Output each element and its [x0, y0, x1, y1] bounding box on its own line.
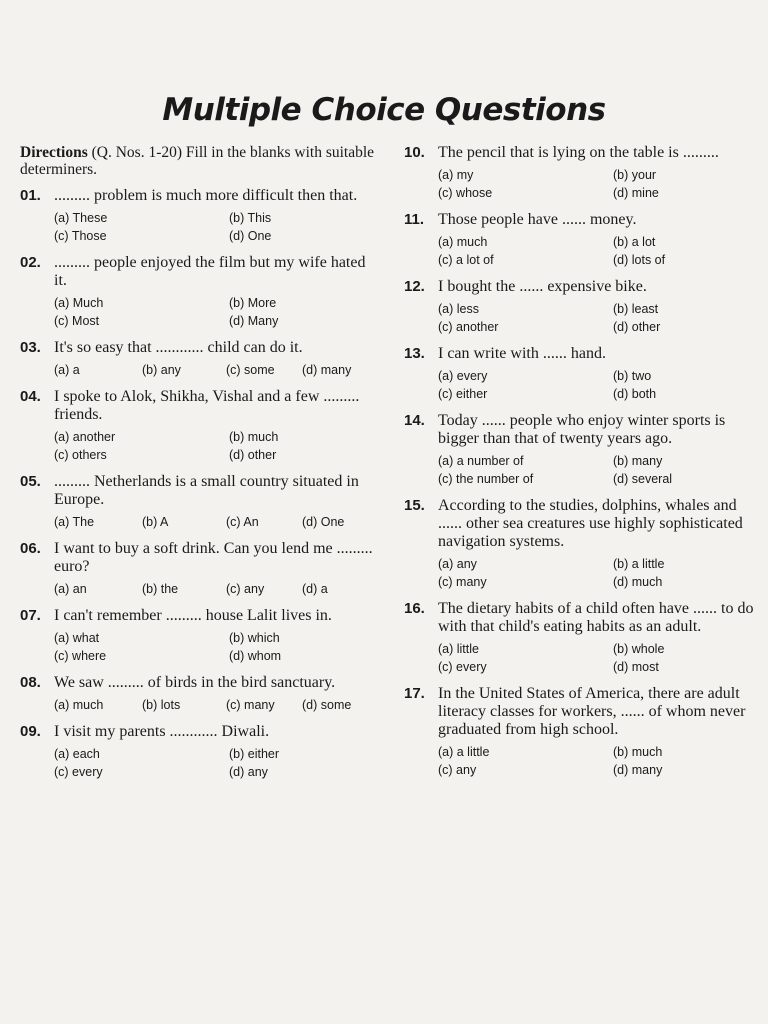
option-a: (a) every: [438, 369, 488, 383]
options: [54, 696, 380, 714]
option-a: (a) little: [438, 642, 479, 656]
question-number: 16.: [404, 600, 425, 617]
option-a: (a) These: [54, 211, 108, 225]
option-c: (c) An: [226, 515, 259, 529]
option-a: (a) my: [438, 168, 474, 182]
option-d: (d) both: [613, 387, 657, 401]
option-d: (d) any: [229, 765, 268, 779]
question-number: 08.: [20, 674, 41, 691]
option-a: (a) each: [54, 747, 100, 761]
question-number: 01.: [20, 187, 41, 204]
option-a: (a) a: [54, 363, 80, 377]
question-text: I spoke to Alok, Shikha, Vishal and a few ......... friends.: [54, 388, 360, 423]
left-column: [20, 144, 380, 790]
option-a: (a) much: [54, 698, 104, 712]
question-number: 12.: [404, 278, 425, 295]
question-06: [20, 540, 380, 598]
options: [438, 166, 762, 202]
option-c: (c) the number of: [438, 472, 534, 486]
option-b: (b) much: [229, 430, 279, 444]
question-03: [20, 339, 380, 379]
option-c: (c) many: [438, 575, 487, 589]
option-d: (d) most: [613, 660, 659, 674]
option-b: (b) your: [613, 168, 657, 182]
option-b: (b) More: [229, 296, 277, 310]
option-c: (c) any: [438, 763, 477, 777]
option-c: (c) Those: [54, 229, 107, 243]
page-title: Multiple Choice Questions: [162, 92, 606, 128]
option-d: (d) mine: [613, 186, 659, 200]
option-b: (b) much: [613, 745, 663, 759]
question-number: 04.: [20, 388, 41, 405]
question-09: [20, 723, 380, 781]
option-d: (d) lots of: [613, 253, 666, 267]
options: [438, 367, 762, 403]
question-text: The pencil that is lying on the table is .........: [438, 144, 719, 161]
question-number: 03.: [20, 339, 41, 356]
option-b: (b) the: [142, 582, 179, 596]
question-number: 05.: [20, 473, 41, 490]
option-b: (b) a little: [613, 557, 665, 571]
options: [54, 580, 380, 598]
option-d: (d) a: [302, 582, 328, 596]
option-a: (a) much: [438, 235, 488, 249]
option-b: (b) which: [229, 631, 280, 645]
option-c: (c) where: [54, 649, 107, 663]
question-10: [404, 144, 762, 202]
option-c: (c) either: [438, 387, 488, 401]
directions-label: Directions: [20, 144, 88, 161]
question-text: I want to buy a soft drink. Can you lend me ......... euro?: [54, 540, 373, 575]
question-text: ......... Netherlands is a small country situated in Europe.: [54, 473, 359, 508]
option-c: (c) some: [226, 363, 275, 377]
question-13: [404, 345, 762, 403]
option-a: (a) what: [54, 631, 100, 645]
option-b: (b) A: [142, 515, 169, 529]
options: [438, 640, 762, 676]
question-text: The dietary habits of a child often have ...... to do with that child's eating habits as an adult.: [438, 600, 754, 635]
option-d: (d) other: [613, 320, 661, 334]
question-text: According to the studies, dolphins, whales and ...... other sea creatures use highly sophisticated navigation systems.: [438, 497, 743, 550]
question-08: [20, 674, 380, 714]
right-column: [404, 144, 762, 788]
options: [54, 361, 380, 379]
option-d: (d) many: [613, 763, 663, 777]
options: [54, 513, 380, 531]
question-number: 10.: [404, 144, 425, 161]
option-b: (b) This: [229, 211, 272, 225]
question-text: We saw ......... of birds in the bird sanctuary.: [54, 674, 336, 691]
question-text: I can write with ...... hand.: [438, 345, 606, 362]
question-text: I visit my parents ............ Diwali.: [54, 723, 270, 740]
options: [438, 743, 762, 779]
option-c: (c) many: [226, 698, 275, 712]
option-b: (b) two: [613, 369, 652, 383]
option-a: (a) another: [54, 430, 116, 444]
option-b: (b) either: [229, 747, 280, 761]
option-c: (c) another: [438, 320, 499, 334]
question-number: 07.: [20, 607, 41, 624]
option-c: (c) every: [438, 660, 487, 674]
option-b: (b) any: [142, 363, 181, 377]
option-c: (c) every: [54, 765, 103, 779]
question-text: Today ...... people who enjoy winter sports is bigger than that of twenty years ago.: [438, 412, 726, 447]
option-b: (b) many: [613, 454, 663, 468]
question-01: [20, 187, 380, 245]
option-a: (a) Much: [54, 296, 104, 310]
question-02: [20, 254, 380, 330]
option-a: (a) The: [54, 515, 95, 529]
question-16: [404, 600, 762, 676]
option-c: (c) whose: [438, 186, 493, 200]
options: [54, 428, 380, 464]
question-number: 14.: [404, 412, 425, 429]
question-17: [404, 685, 762, 779]
option-c: (c) any: [226, 582, 265, 596]
option-d: (d) whom: [229, 649, 282, 663]
question-15: [404, 497, 762, 591]
question-text: I can't remember ......... house Lalit lives in.: [54, 607, 332, 624]
option-d: (d) other: [229, 448, 277, 462]
options: [54, 209, 380, 245]
question-11: [404, 211, 762, 269]
option-b: (b) whole: [613, 642, 665, 656]
option-a: (a) an: [54, 582, 87, 596]
question-text: Those people have ...... money.: [438, 211, 637, 228]
question-text: ......... people enjoyed the film but my wife hated it.: [54, 254, 366, 289]
question-text: It's so easy that ............ child can do it.: [54, 339, 303, 356]
question-number: 15.: [404, 497, 425, 514]
question-number: 06.: [20, 540, 41, 557]
question-14: [404, 412, 762, 488]
option-d: (d) Many: [229, 314, 279, 328]
question-text: In the United States of America, there are adult literacy classes for workers, ...... of whom never graduated from high school.: [438, 685, 746, 738]
question-text: I bought the ...... expensive bike.: [438, 278, 647, 295]
option-c: (c) Most: [54, 314, 100, 328]
options: [54, 294, 380, 330]
question-number: 17.: [404, 685, 425, 702]
option-d: (d) One: [229, 229, 272, 243]
options: [54, 745, 380, 781]
directions-text: (Q. Nos. 1-20) Fill in the blanks with suitable determiners.: [20, 144, 375, 178]
question-text: ......... problem is much more difficult then that.: [54, 187, 358, 204]
question-number: 02.: [20, 254, 41, 271]
question-05: [20, 473, 380, 531]
option-d: (d) some: [302, 698, 352, 712]
question-number: 13.: [404, 345, 425, 362]
question-number: 09.: [20, 723, 41, 740]
option-d: (d) several: [613, 472, 673, 486]
options: [438, 555, 762, 591]
option-b: (b) lots: [142, 698, 181, 712]
option-d: (d) One: [302, 515, 345, 529]
option-d: (d) much: [613, 575, 663, 589]
directions: [20, 144, 380, 178]
options: [438, 233, 762, 269]
option-b: (b) a lot: [613, 235, 656, 249]
options: [438, 452, 762, 488]
question-07: [20, 607, 380, 665]
option-d: (d) many: [302, 363, 352, 377]
options: [54, 629, 380, 665]
option-a: (a) a number of: [438, 454, 524, 468]
option-a: (a) less: [438, 302, 479, 316]
question-12: [404, 278, 762, 336]
options: [438, 300, 762, 336]
option-a: (a) any: [438, 557, 477, 571]
question-04: [20, 388, 380, 464]
question-number: 11.: [404, 211, 425, 228]
option-a: (a) a little: [438, 745, 490, 759]
option-c: (c) a lot of: [438, 253, 494, 267]
option-b: (b) least: [613, 302, 659, 316]
option-c: (c) others: [54, 448, 107, 462]
